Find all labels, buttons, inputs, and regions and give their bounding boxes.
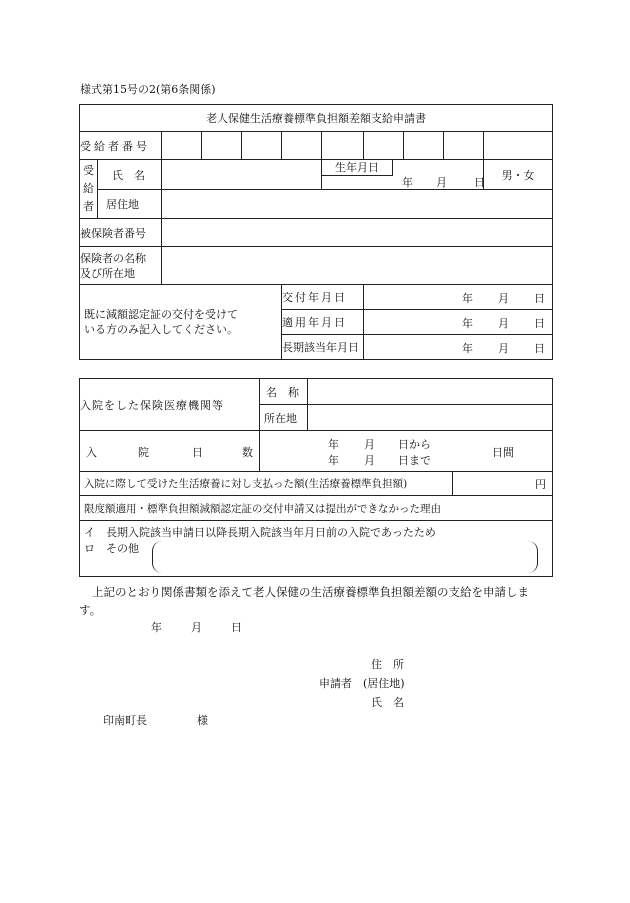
applicant-info-table — [79, 104, 553, 360]
apply-date-field[interactable] — [364, 310, 553, 335]
institution-name-label: 名 称 — [260, 379, 308, 405]
insured-number-label: 被保険者番号 — [80, 219, 162, 247]
days-char: 院 — [138, 446, 149, 459]
from-month-unit: 月 — [364, 438, 375, 451]
days-unit: 日間 — [492, 446, 514, 459]
option-ro[interactable]: ロ その他 — [84, 542, 139, 555]
app-month-unit: 月 — [191, 621, 202, 634]
certificate-note-line2: いる方のみ記入してください。 — [84, 323, 238, 336]
form-number: 様式第15号の2(第6条関係) — [80, 83, 216, 96]
long-term-year-unit: 年 — [462, 342, 473, 355]
certificate-note — [80, 285, 282, 360]
reason-options — [80, 521, 553, 577]
insurer-field[interactable] — [162, 247, 553, 285]
address-field[interactable] — [162, 190, 553, 219]
recipient-number-digit[interactable] — [282, 132, 322, 160]
days-char: 入 — [86, 446, 97, 459]
declaration-line2: す。 — [79, 603, 102, 617]
insured-number-field[interactable] — [162, 219, 553, 247]
recipient-number-blank — [484, 132, 553, 160]
app-day-unit: 日 — [231, 621, 242, 634]
birth-day-unit: 日 — [474, 176, 485, 189]
recipient-number-digit[interactable] — [364, 132, 404, 160]
hospitalization-table — [79, 378, 553, 577]
to-year-unit: 年 — [328, 454, 339, 467]
apply-date-label: 適用年月日 — [282, 310, 364, 335]
yen-unit: 円 — [535, 477, 546, 491]
recipient-number-digit[interactable] — [242, 132, 282, 160]
gender-field[interactable]: 男・女 — [484, 160, 553, 190]
institution-address-field[interactable] — [308, 405, 553, 431]
other-reason-field[interactable] — [152, 541, 538, 573]
recipient-group-label — [80, 160, 98, 219]
honorific: 様 — [197, 714, 208, 727]
apply-day-unit: 日 — [534, 317, 545, 330]
app-year-unit: 年 — [151, 621, 162, 634]
applicant-address-label: 住 所 — [371, 658, 404, 671]
days-char: 数 — [242, 446, 253, 459]
days-label — [80, 431, 260, 472]
long-term-date-field[interactable] — [364, 335, 553, 360]
insurer-label-line2: 及び所在地 — [80, 266, 135, 280]
issue-year-unit: 年 — [462, 292, 473, 305]
long-term-date-label: 長期該当年月日 — [282, 335, 364, 360]
recipient-char: 給 — [83, 182, 94, 195]
certificate-note-line1: 既に減額認定証の交付を受けて — [84, 308, 238, 321]
paid-amount-label: 入院に際して受けた生活療養に対し支払った額(生活療養標準負担額) — [80, 472, 453, 496]
to-month-unit: 月 — [364, 454, 375, 467]
birthdate-label: 生年月日 — [321, 159, 393, 176]
institution-address-label: 所在地 — [260, 405, 308, 431]
reason-label: 限度額適用・標準負担額減額認定証の交付申請又は提出ができなかった理由 — [80, 496, 553, 521]
insurer-label-line1: 保険者の名称 — [80, 251, 146, 265]
recipient-char: 受 — [83, 164, 94, 177]
recipient-number-label: 受給者番号 — [80, 132, 162, 160]
days-char: 日 — [192, 446, 203, 459]
address-label: 居住地 — [98, 190, 162, 219]
long-term-month-unit: 月 — [498, 342, 509, 355]
days-field[interactable] — [260, 431, 553, 472]
option-i[interactable]: イ 長期入院該当申請日以降長期入院該当年月日前の入院であったため — [84, 526, 436, 539]
issue-date-field[interactable] — [364, 285, 553, 310]
recipient-char: 者 — [83, 200, 94, 213]
from-suffix: 日から — [398, 438, 431, 451]
issue-day-unit: 日 — [534, 292, 545, 305]
insurer-label — [80, 247, 162, 285]
long-term-day-unit: 日 — [534, 342, 545, 355]
name-field[interactable] — [162, 160, 322, 190]
recipient-number-digit[interactable] — [444, 132, 484, 160]
issue-date-label: 交付年月日 — [282, 285, 364, 310]
issue-month-unit: 月 — [498, 292, 509, 305]
birth-month-unit: 月 — [436, 176, 447, 189]
recipient-number-digit[interactable] — [202, 132, 242, 160]
birthdate-field[interactable] — [322, 160, 484, 190]
applicant-label: 申請者 (居住地) — [319, 677, 405, 690]
apply-month-unit: 月 — [498, 317, 509, 330]
form-title: 老人保健生活療養標準負担額差額支給申請書 — [80, 105, 553, 132]
to-suffix: 日まで — [398, 454, 431, 467]
name-label: 氏 名 — [98, 160, 162, 190]
birth-year-unit: 年 — [402, 176, 413, 189]
applicant-name-label: 氏 名 — [371, 696, 404, 709]
recipient-number-digit[interactable] — [404, 132, 444, 160]
institution-name-field[interactable] — [308, 379, 553, 405]
from-year-unit: 年 — [328, 438, 339, 451]
recipient-number-digit[interactable] — [322, 132, 364, 160]
recipient-number-digit[interactable] — [162, 132, 202, 160]
apply-year-unit: 年 — [462, 317, 473, 330]
declaration-line1: 上記のとおり関係書類を添えて老人保健の生活療養標準負担額差額の支給を申請しま — [92, 585, 529, 599]
institution-label: 入院をした保険医療機関等 — [80, 379, 260, 431]
application-date[interactable] — [151, 619, 242, 635]
paid-amount-field[interactable] — [453, 472, 553, 496]
addressee: 印南町長 — [103, 714, 147, 727]
